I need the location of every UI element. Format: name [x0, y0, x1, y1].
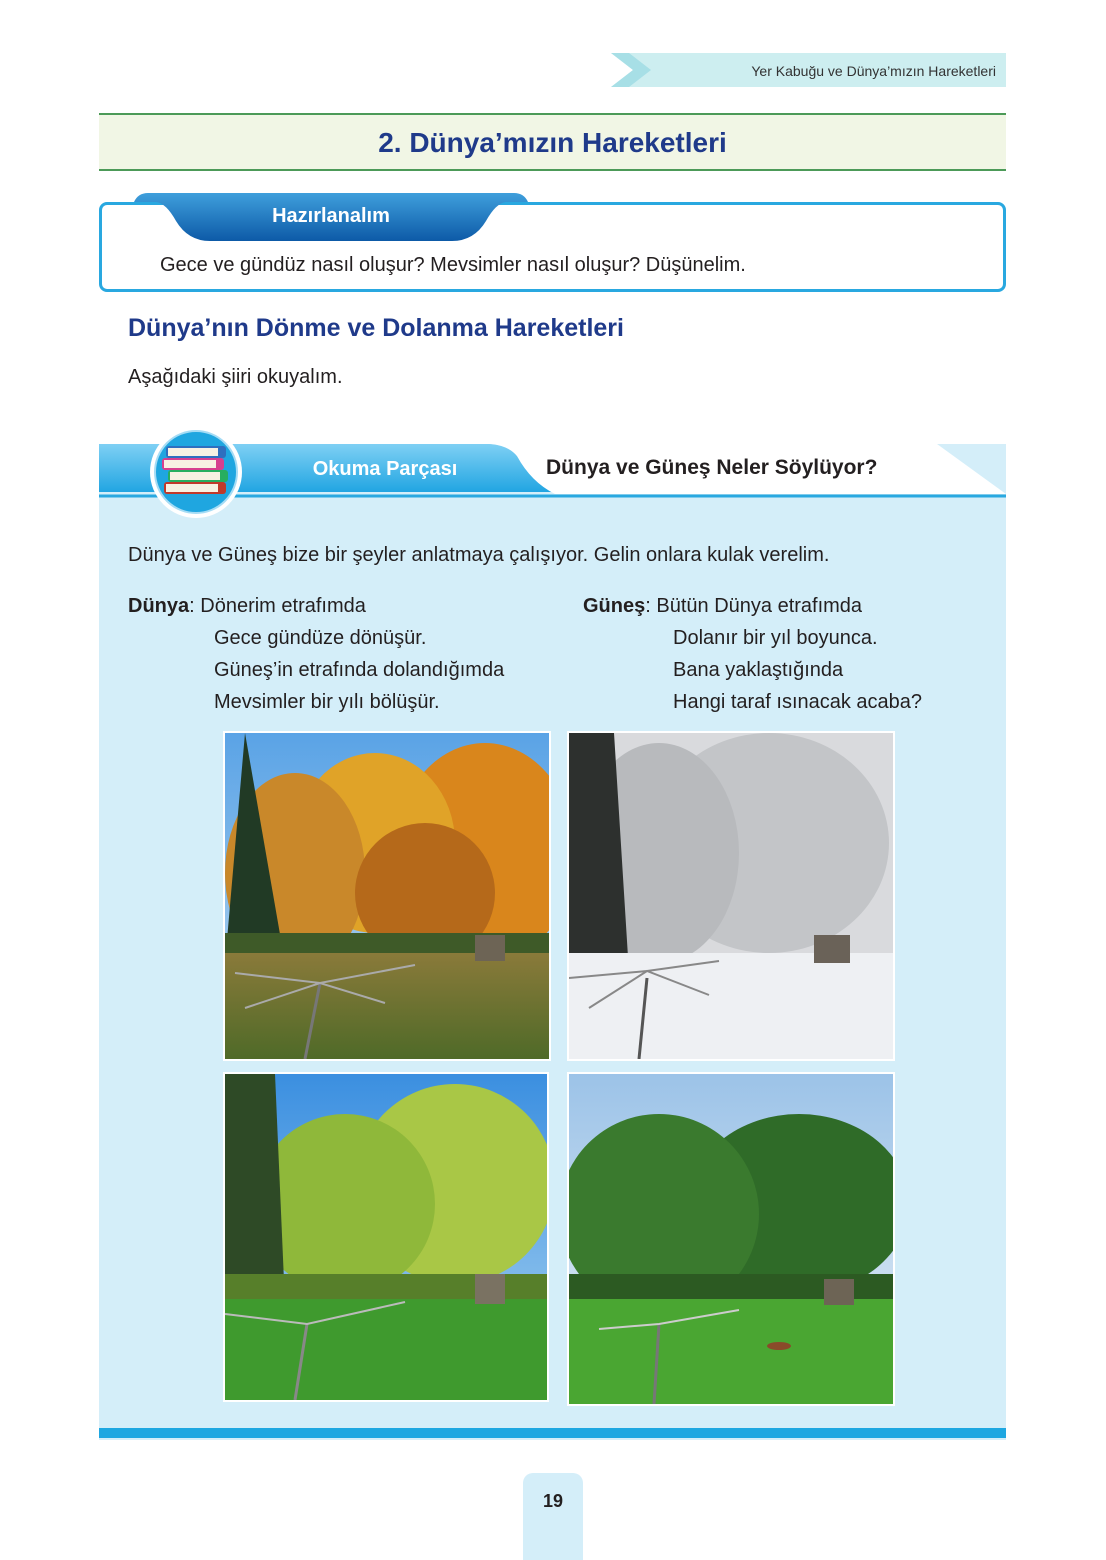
poem-left-line: Gece gündüze dönüşür. — [214, 627, 427, 649]
page-number-tab — [523, 1473, 583, 1560]
running-header — [611, 53, 1006, 87]
prep-question: Gece ve gündüz nasıl oluşur? Mevsimler nasıl oluşur? Düşünelim. — [160, 254, 746, 276]
poem-left: Dünya: Dönerim etrafımda Gece gündüze dönüşür. Güneş’in etrafında dolandığımda Mevsimler bir yılı bölüşür. — [128, 590, 504, 718]
section-intro: Aşağıdaki şiiri okuyalım. — [128, 366, 343, 388]
poem-left-line: Dönerim etrafımda — [200, 595, 366, 617]
winter-photo — [567, 731, 895, 1061]
spring-photo — [223, 1072, 549, 1402]
poem-right-speaker: Güneş — [583, 595, 646, 617]
poem-right-line: Bütün Dünya etrafımda — [656, 595, 863, 617]
lesson-title: 2. Dünya’mızın Hareketleri — [378, 127, 727, 158]
poem-left-line: Mevsimler bir yılı bölüşür. — [214, 691, 440, 713]
reading-intro: Dünya ve Güneş bize bir şeyler anlatmaya çalışıyor. Gelin onlara kulak verelim. — [128, 544, 830, 566]
page-number: 19 — [542, 1491, 564, 1511]
books-icon — [148, 424, 244, 520]
poem-right-line: Bana yaklaştığında — [673, 659, 844, 681]
poem-right: Güneş: Bütün Dünya etrafımda Dolanır bir yıl boyunca. Bana yaklaştığında Hangi taraf ısınacak acaba? — [583, 590, 922, 718]
prep-tab — [134, 193, 528, 243]
chapter-title: Yer Kabuğu ve Dünya’mızın Hareketleri — [751, 63, 996, 79]
poem-left-speaker: Dünya — [128, 595, 190, 617]
poem-right-line: Hangi taraf ısınacak acaba? — [673, 691, 923, 713]
reading-title: Dünya ve Güneş Neler Söylüyor? — [546, 456, 878, 479]
summer-photo — [567, 1072, 895, 1406]
autumn-photo — [223, 731, 551, 1061]
reading-bottom-bar — [99, 1428, 1006, 1438]
section-heading: Dünya’nın Dönme ve Dolanma Hareketleri — [128, 314, 624, 342]
reading-label: Okuma Parçası — [312, 458, 458, 480]
poem-right-line: Dolanır bir yıl boyunca. — [673, 627, 878, 649]
poem-left-line: Güneş’in etrafında dolandığımda — [214, 659, 505, 681]
lesson-title-bar — [99, 113, 1006, 171]
prep-label: Hazırlanalım — [272, 205, 390, 227]
